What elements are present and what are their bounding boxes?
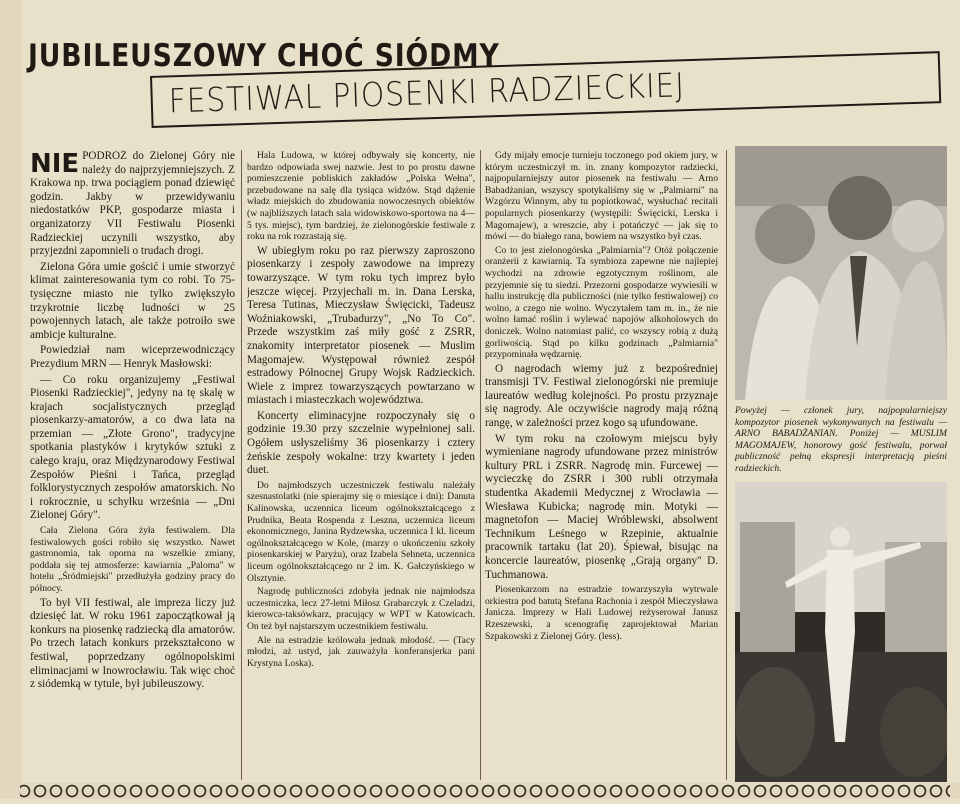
photo-muslim-magomajew-image (735, 482, 947, 782)
column-2-paragraph: Ale na estradzie królowała jednak młodość. — (Tacy młodzi, aż ustyd, jak zauważyła konferansjerka pani Krystyna Loska). (247, 634, 475, 669)
column-rule (480, 150, 481, 780)
column-1-paragraph-1: NIE PODRÓŻ do Zielonej Góry nie należy do najprzyjemniejszych. Z Krakowa np. trwa pociągiem ponad dziewięć godzin. Jakby w przewidywaniu niedostatków PKP, gospodarze miasta i organizatorzy VII Festiwalu Piosenki Radzieckiej uczynili wszystko, aby przyjezdni zapomnieli o trudach drogi. (30, 150, 235, 258)
column-3-paragraph: O nagrodach wiemy już z bezpośredniej transmisji TV. Festiwal zielonogórski nie premiuje laureatów według kolejności. Po prostu przyznaje się nagrody. Ale oczywiście nagrody mają różną rangę, w zależności przez kogo są ufundowane. (485, 362, 718, 430)
column-rule (726, 150, 727, 780)
column-1-paragraph: Cała Zielona Góra żyła festiwalem. Dla festiwalowych gości robiło się wszystko. Nawet gastronomia, tak oporna na wszelkie zmiany, poddała się tej atmosferze: kawiarnia „Paloma" w hotelu „Śródmiejski" przedłużyła godziny pracy do północy. (30, 525, 235, 594)
column-2-paragraph: Koncerty eliminacyjne rozpoczynały się o godzinie 19.30 przy szczelnie wypełnionej sali. Ogółem usłyszeliśmy 36 piosenkarzy i cztery żeńskie zespoły wokalne: trzy kwartety i jeden duet. (247, 409, 475, 477)
column-3-paragraph: Piosenkarzom na estradzie towarzyszyła wytrwale orkiestra pod batutą Stefana Rachonia i zespół Mieczysława Janicza. Imprezy w Hali Ludowej reżyserował Janusz Rzeszewski, a scenografię zaprojektował Marian Szpakowski z Zielonej Góry. (less). (485, 584, 718, 642)
column-rule (241, 150, 242, 780)
column-1-paragraph: To był VII festiwal, ale impreza liczy już dziesięć lat. W roku 1961 zapoczątkował ją konkurs na piosenkę radziecką dla amatorów. Po trzech latach konkurs przekształcono w festiwal, poprzedzany ogólnopolskimi eliminacjami w Inowrocławiu. Tak więc choć z siódemką w tytule, był jubileuszowy. (30, 596, 235, 691)
decorative-border-pattern (0, 783, 960, 799)
page-left-margin (0, 0, 22, 799)
column-1-paragraph: — Co roku organizujemy „Festiwal Piosenki Radzieckiej", jedyny na tę skalę w krajach socjalistycznych przegląd piosenkarzy-amatorów, a co dwa lata na przemian — „Złote Grono", tradycyjne spotkania plastyków i krytyków sztuki z całego kraju, oraz Międzynarodowy Festiwal Zespołów Pieśni i Tańca, przegląd folklorystycznych zespołów amatorskich. No i rokrocznie, u schyłku września — „Dni Zielonej Góry". (30, 373, 235, 522)
column-2-paragraph: Do najmłodszych uczestniczek festiwalu należały szesnastolatki (nie spierajmy się o miesiące i dni): Danuta Kalinowska, uczennica liceum ogólnokształcącego z Prudnika, Beata Rospenda z Leszna, uczennica liceum ekonomicznego, Janina Rydzewska, uczennica I kl. liceum ogólnokształcącego w Kole, (marzy o ukończeniu szkoły piosenkarskiej w Paryżu), oraz Izabela Sehneta, uczennica liceum ogólnokształcącego nr 2 im. K. Gałczyńskiego w Olsztynie. (247, 479, 475, 584)
article-subhead: FESTIWAL PIOSENKI RADZIECKIEJ (168, 65, 686, 121)
text-column-3 (485, 150, 718, 780)
column-3-paragraph: Gdy mijały emocje turnieju toczonego pod okiem jury, w którym uczestniczył m. in. znany kompozytor radziecki, najpopularniejszy autor piosenek na festiwalu — Arno Babadżanian, wszyscy spotykaliśmy się w „Palmiarni" na Wzgórzu Winnym, aby tu popiotkować, wysłuchać recitali popularnych piosenkarzy (występili: Święcicki, Lerska i Magomajew), a wreszcie, aby i potańczyć — jak się to mówi — do białego rana, bowiem na wszystko był czas. (485, 150, 718, 243)
text-column-2 (247, 150, 475, 780)
column-2-paragraph: W ubiegłym roku po raz pierwszy zaproszono piosenkarzy i zespoły zawodowe na imprezy towarzyszące. W tym roku tych imprez było jeszcze więcej. Przyjechali m. in. Dana Lerska, Teresa Tutinas, Mieczysław Święcicki, Tadeusz Woźniakowski, „Trubadurzy", „No To Co". Przede wszystkim zaś miły gość z ZSRR, znakomity interpretator piosenek — Muslim Magomajew. Występował również zespół estradowy Północnej Grupy Wojsk Radzieckich. Wiele z imprez towarzyszących powtarzano w miastach i miasteczkach województwa. (247, 244, 475, 407)
column-1-paragraph: Powiedział nam wiceprzewodniczący Prezydium MRN — Henryk Masłowski: (30, 344, 235, 370)
column-3-paragraph: Co to jest zielonogórska „Palmiarnia"? Otóż połączenie oranżerii z kawiarnią. Ta symbioza zapewne nie najlepiej wychodzi na zdrowie egzotycznym roślinom, ale przyjemnie się tu siedzi. Przezorni gospodarze wywiesili w hallu instrukcję dla publiczności (nie tylko festiwalowej) co wolno, a czego nie wolno. Wyczytałem tam m. in., że nie wolno łamać roślin i wylewać napojów alkoholowych do doniczek. Wolno natomiast palić, co wszyscy robią z dużą gorliwością. Stąd po kilku godzinach „Palmiarnia" przypominała wędzarnię. (485, 244, 718, 361)
photo-caption: Powyżej — członek jury, najpopularniejszy kompozytor piosenek wykonywanych na festiwalu — ARNO BABADŻANIAN. Poniżej — MUSLIM MAGOMAJEW, honorowy gość festiwalu, porwał publiczność pełną ekspresji interpretacją pieśni radzieckich. (735, 405, 947, 474)
column-1-paragraph: Zielona Góra umie gościć i umie stworzyć klimat zainteresowania tym co robi. To 75-tysięczne miasto nie tylko zwiększyło trzykrotnie liczbę ludności w 25 powojennych latach, ale także potroiło swe ambicje kulturalne. (30, 260, 235, 341)
text-column-1 (30, 150, 235, 780)
photo-jury-member (735, 146, 947, 400)
column-2-paragraph: Nagrodę publiczności zdobyła jednak nie najmłodsza uczestniczka, lecz 27-letni Miłosz Grabarczyk z Czeladzi, kierowca-taksówkarz, pracujący w WPT w Katowicach. On też był najstarszym uczestnikiem festiwalu. (247, 586, 475, 632)
article-headline: JUBILEUSZOWY CHOĆ SIÓDMY (28, 38, 500, 74)
column-3-paragraph: W tym roku na czołowym miejscu były wymieniane nagrody ufundowane przez ministrów kultury PRL i ZSRR. Nagrodę min. Furcewej — wycieczkę do ZSRR i 300 rubli otrzymała studentka Akademii Medycznej z Wrocławia — Wiesława Kubicka; nagrodę min. Motyki — magnetofon — Maciej Wróblewski, absolwent Technikum Leśnego w Rzepinie, aktualnie pracownik tartaku (lat 20). Śpiewał, bisując na koncercie laureatów, piosenkę „Grają organy" D. Tuchmanowa. (485, 432, 718, 581)
column-2-paragraph: Hala Ludowa, w której odbywały się koncerty, nie bardzo odpowiada swej nazwie. Jest to po prostu dawne pomieszczenie pobliskich zakładów „Polska Wełna", przebudowane na salę dla tysiąca widzów. Stąd dążenie władz miejskich do zbudowania nowoczesnych obiektów (w najbliższych latach sala widowiskowo-sportowa na 4—5 tys. miejsc), tym bardziej, że zielonogórskie festiwale z roku na rok rozrastają się. (247, 150, 475, 243)
photo-muslim-magomajew (735, 482, 947, 782)
drop-cap: NIE (30, 150, 80, 179)
photo-jury-member-image (735, 146, 947, 400)
decorative-border (0, 783, 960, 799)
